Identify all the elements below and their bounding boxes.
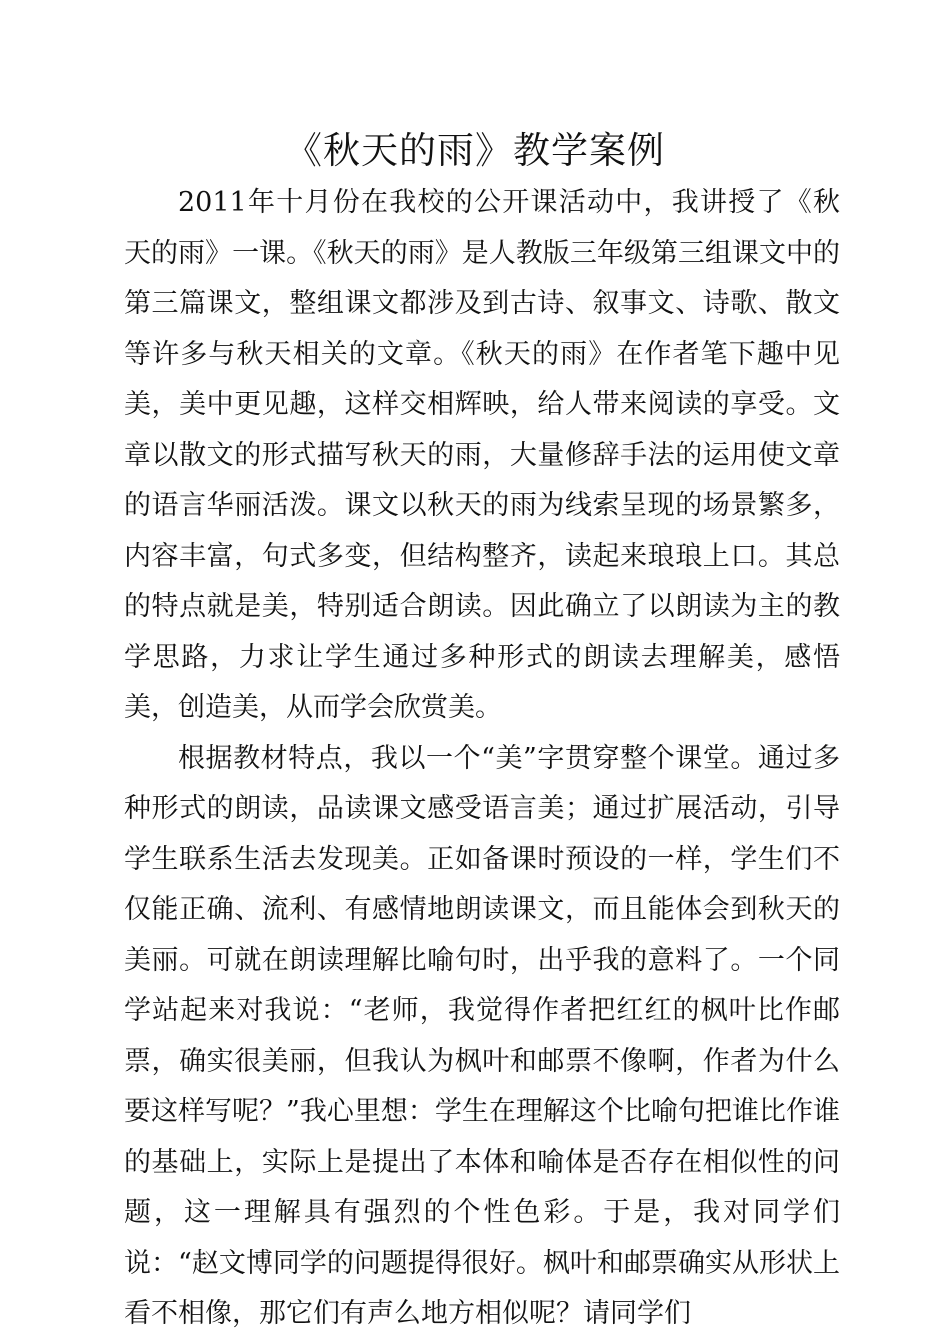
document-body [124,178,840,1340]
paragraph-teaching-process: 根据教材特点，我以一个“美”字贯穿整个课堂。通过多种形式的朗读，品读课文感受语言美；通过扩展活动，引导学生联系生活去发现美。正如备课时预设的一样，学生们不仅能正确、流利、有感情地朗读课文，而且能体会到秋天的美丽。可就在朗读理解比喻句时，出乎我的意料了。一个同学站起来对我说：“老师，我觉得作者把红红的枫叶比作邮票，确实很美丽，但我认为枫叶和邮票不像啊，作者为什么要这样写呢？”我心里想：学生在理解这个比喻句把谁比作谁的基础上，实际上是提出了本体和喻体是否存在相似性的问题，这一理解具有强烈的个性色彩。于是，我对同学们说：“赵文博同学的问题提得很好。枫叶和邮票确实从形状上看不相像，那它们有声么地方相似呢？请同学们 [124,742,840,1329]
paragraph-intro: 2011年十月份在我校的公开课活动中，我讲授了《秋天的雨》一课。《秋天的雨》是人教版三年级第三组课文中的第三篇课文，整组课文都涉及到古诗、叙事文、诗歌、散文等许多与秋天相关的文章。《秋天的雨》在作者笔下趣中见美，美中更见趣，这样交相辉映，给人带来阅读的享受。文章以散文的形式描写秋天的雨，大量修辞手法的运用使文章的语言华丽活泼。课文以秋天的雨为线索呈现的场景繁多，内容丰富，句式多变，但结构整齐，读起来琅琅上口。其总的特点就是美，特别适合朗读。因此确立了以朗读为主的教学思路，力求让学生通过多种形式的朗读去理解美，感悟美，创造美，从而学会欣赏美。 [124,187,840,723]
document-title: 《秋天的雨》教学案例 [285,129,665,172]
